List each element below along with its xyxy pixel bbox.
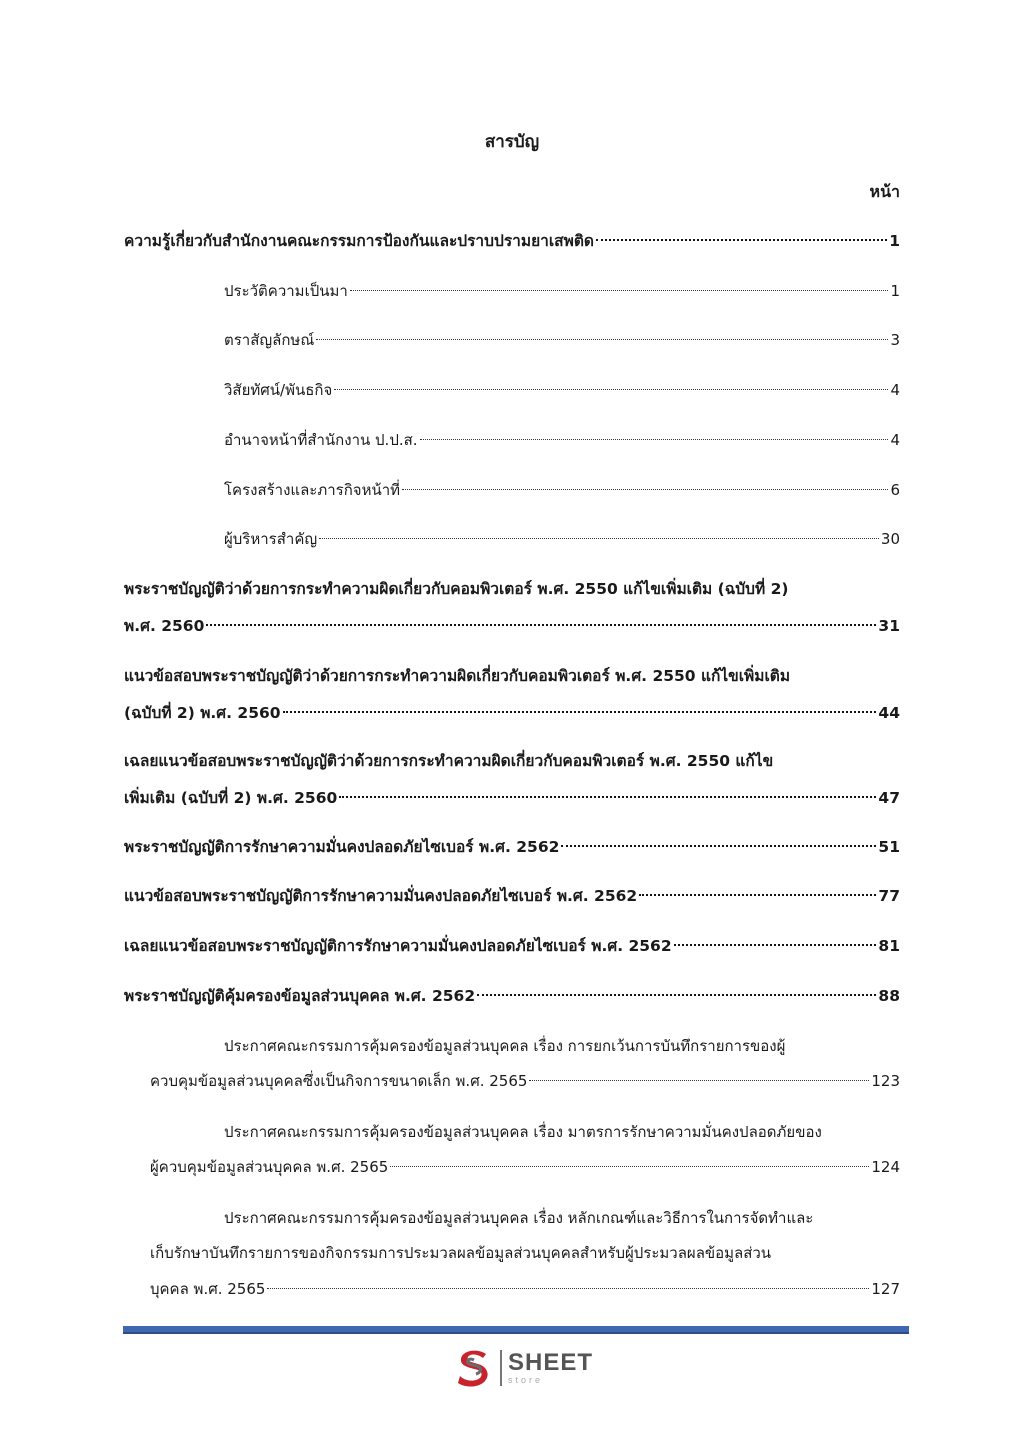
dot-leader: [674, 944, 877, 946]
dot-leader: [561, 845, 876, 847]
toc-entry-page: 6: [890, 481, 900, 499]
toc-entry-page: 77: [878, 887, 900, 905]
toc-entry-page: 123: [871, 1072, 900, 1090]
toc-entry-text: เฉลยแนวข้อสอบพระราชบัญญัติการรักษาความมั่นคงปลอดภัยไซเบอร์ พ.ศ. 2562: [124, 937, 672, 955]
toc-entry-text: แนวข้อสอบพระราชบัญญัติการรักษาความมั่นคงปลอดภัยไซเบอร์ พ.ศ. 2562: [124, 887, 638, 905]
toc-entry[interactable]: [124, 230, 900, 252]
toc-subentry[interactable]: [224, 329, 900, 351]
toc-entry-page: 88: [878, 987, 900, 1005]
toc-entry-text: พระราชบัญญัติคุ้มครองข้อมูลส่วนบุคคล พ.ศ. 2562: [124, 987, 476, 1005]
toc-entry-page: 51: [878, 838, 900, 856]
toc-entry-text: วิสัยทัศน์/พันธกิจ: [224, 381, 333, 399]
toc-entry-text: บุคคล พ.ศ. 2565: [150, 1280, 266, 1298]
dot-leader: [639, 894, 876, 896]
toc-entry[interactable]: [124, 985, 900, 1007]
toc-entry-page: 3: [890, 331, 900, 349]
toc-entry-page: 1: [889, 232, 900, 250]
toc-subentry[interactable]: [150, 1156, 900, 1178]
toc-entry-page: 4: [890, 381, 900, 399]
toc-entry-page: 1: [890, 282, 900, 300]
toc-entry-text: (ฉบับที่ 2) พ.ศ. 2560: [124, 704, 281, 722]
toc-entry-page: 44: [878, 704, 900, 722]
footer-rule: [123, 1326, 909, 1334]
toc-entry-text: อำนาจหน้าที่สำนักงาน ป.ป.ส.: [224, 431, 418, 449]
page-title: สารบัญ: [484, 132, 540, 152]
sheet-store-logo-icon: [452, 1346, 496, 1390]
toc-subentry-line1[interactable]: ประกาศคณะกรรมการคุ้มครองข้อมูลส่วนบุคคล เรื่อง มาตรการรักษาความมั่นคงปลอดภัยของ: [224, 1123, 822, 1141]
toc-subentry[interactable]: [150, 1278, 900, 1300]
toc-entry[interactable]: [124, 836, 900, 858]
logo-wordmark: [508, 1351, 593, 1385]
dot-leader: [316, 339, 888, 340]
toc-entry-page: 47: [878, 789, 900, 807]
toc-entry-text: พ.ศ. 2560: [124, 617, 205, 635]
dot-leader: [334, 389, 888, 390]
toc-entry-text: ผู้ควบคุมข้อมูลส่วนบุคคล พ.ศ. 2565: [150, 1158, 389, 1176]
dot-leader: [319, 538, 879, 539]
toc-subentry[interactable]: [224, 429, 900, 451]
toc-entry-text: ประวัติความเป็นมา: [224, 282, 348, 300]
dot-leader: [402, 489, 888, 490]
dot-leader: [267, 1288, 869, 1289]
toc-entry-page: 81: [878, 937, 900, 955]
toc-entry-page: 31: [878, 617, 900, 635]
toc-subentry[interactable]: [224, 280, 900, 302]
toc-subentry-line1[interactable]: ประกาศคณะกรรมการคุ้มครองข้อมูลส่วนบุคคล เรื่อง การยกเว้นการบันทึกรายการของผู้: [224, 1037, 786, 1055]
toc-entry-page: 124: [871, 1158, 900, 1176]
toc-entry-text: ความรู้เกี่ยวกับสำนักงานคณะกรรมการป้องกันและปราบปรามยาเสพติด: [124, 232, 594, 250]
toc-entry-page: 4: [890, 431, 900, 449]
dot-leader: [206, 624, 876, 626]
toc-entry[interactable]: [124, 787, 900, 809]
toc-entry-page: 30: [880, 530, 900, 548]
toc-entry-text: ผู้บริหารสำคัญ: [224, 530, 318, 548]
toc-entry-line1[interactable]: เฉลยแนวข้อสอบพระราชบัญญัติว่าด้วยการกระทำความผิดเกี่ยวกับคอมพิวเตอร์ พ.ศ. 2550 แก้ไข: [124, 752, 774, 770]
sheet-store-logo: [452, 1346, 593, 1390]
toc-subentry[interactable]: [224, 379, 900, 401]
toc-subentry-line2[interactable]: เก็บรักษาบันทึกรายการของกิจกรรมการประมวลผลข้อมูลส่วนบุคคลสำหรับผู้ประมวลผลข้อมูลส่วน: [150, 1244, 772, 1262]
toc-entry-page: 127: [871, 1280, 900, 1298]
toc-subentry[interactable]: [150, 1070, 900, 1092]
toc-entry-text: ตราสัญลักษณ์: [224, 331, 315, 349]
dot-leader: [529, 1080, 869, 1081]
dot-leader: [283, 711, 877, 713]
toc-entry-line1[interactable]: พระราชบัญญัติว่าด้วยการกระทำความผิดเกี่ยวกับคอมพิวเตอร์ พ.ศ. 2550 แก้ไขเพิ่มเติม (ฉบับที่ 2): [124, 580, 789, 598]
dot-leader: [350, 290, 889, 291]
toc-subentry[interactable]: [224, 528, 900, 550]
logo-divider: [500, 1350, 502, 1386]
toc-entry[interactable]: [124, 615, 900, 637]
toc-entry[interactable]: [124, 885, 900, 907]
toc-entry-text: เพิ่มเติม (ฉบับที่ 2) พ.ศ. 2560: [124, 789, 338, 807]
toc-entry-text: ควบคุมข้อมูลส่วนบุคคลซึ่งเป็นกิจการขนาดเล็ก พ.ศ. 2565: [150, 1072, 528, 1090]
toc-subentry[interactable]: [224, 479, 900, 501]
toc-entry-line1[interactable]: แนวข้อสอบพระราชบัญญัติว่าด้วยการกระทำความผิดเกี่ยวกับคอมพิวเตอร์ พ.ศ. 2550 แก้ไขเพิ่มเติม: [124, 667, 791, 685]
logo-sub: store: [508, 1375, 544, 1385]
toc-entry[interactable]: [124, 935, 900, 957]
toc-subentry-line1[interactable]: ประกาศคณะกรรมการคุ้มครองข้อมูลส่วนบุคคล เรื่อง หลักเกณฑ์และวิธีการในการจัดทำและ: [224, 1209, 814, 1227]
dot-leader: [420, 439, 889, 440]
page-column-label: หน้า: [869, 182, 900, 201]
dot-leader: [477, 994, 876, 996]
toc-entry-text: พระราชบัญญัติการรักษาความมั่นคงปลอดภัยไซเบอร์ พ.ศ. 2562: [124, 838, 560, 856]
dot-leader: [596, 239, 887, 241]
dot-leader: [339, 796, 876, 798]
toc-entry[interactable]: [124, 702, 900, 724]
logo-word: SHEET: [508, 1349, 594, 1376]
dot-leader: [390, 1166, 869, 1167]
toc-entry-text: โครงสร้างและภารกิจหน้าที่: [224, 481, 401, 499]
